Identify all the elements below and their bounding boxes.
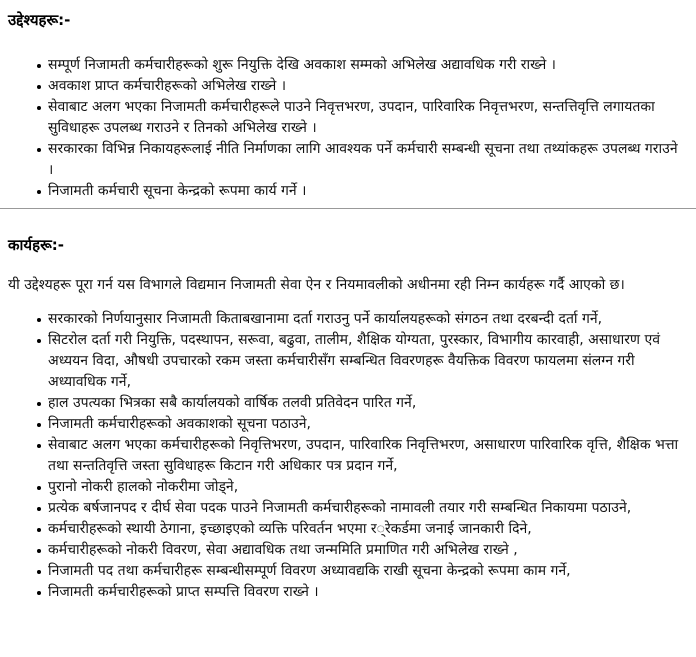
objectives-item: निजामती कर्मचारी सूचना केन्द्रको रूपमा कार्य गर्ने । bbox=[8, 181, 684, 202]
functions-item: निजामती कर्मचारीहरूको अवकाशको सूचना पठाउने, bbox=[8, 414, 684, 435]
functions-item: कर्मचारीहरूको स्थायी ठेगाना, इच्छाइएको व्यक्ति परिवर्तन भएमा र◌्रेकर्डमा जनाई जानकारी दिने, bbox=[8, 519, 684, 540]
functions-item: सरकारको निर्णयानुसार निजामती किताबखानामा दर्ता गराउनु पर्ने कार्यालयहरूको संगठन तथा दरबन्दी दर्ता गर्ने, bbox=[8, 309, 684, 330]
functions-item: सिटरोल दर्ता गरी नियुक्ति, पदस्थापन, सरूवा, बढुवा, तालीम, शैक्षिक योग्यता, पुरस्कार, विभागीय कारवाही, असाधारण एवं अध्ययन विदा, औषधी उपचारको रकम जस्ता कर्मचारीसँग सम्बन्धित विवरणहरू वैयक्तिक विवरण फायलमा संलग्न गरी अध्यावधिक गर्ने, bbox=[8, 330, 684, 393]
functions-heading: कार्यहरू:- bbox=[8, 236, 64, 254]
objectives-item: सम्पूर्ण निजामती कर्मचारीहरूको शुरू नियुक्ति देखि अवकाश सम्मको अभिलेख अद्यावधिक गरी राख्ने । bbox=[8, 55, 684, 76]
functions-item: प्रत्येक बर्षजानपद र दीर्घ सेवा पदक पाउने निजामती कर्मचारीहरूको नामावली तयार गरी सम्बन्धित निकायमा पठाउने, bbox=[8, 498, 684, 519]
functions-item: सेवाबाट अलग भएका कर्मचारीहरूको निवृत्तिभरण, उपदान, पारिवारिक निवृत्तिभरण, असाधारण पारिवारिक वृत्ति, शैक्षिक भत्ता तथा सन्ततिवृत्ति जस्ता सुविधाहरू किटान गरी अधिकार पत्र प्रदान गर्ने, bbox=[8, 435, 684, 477]
objectives-item: सेवाबाट अलग भएका निजामती कर्मचारीहरूले पाउने निवृत्तभरण, उपदान, पारिवारिक निवृत्तभरण, सन्तत्तिवृत्ति लगायतका सुविधाहरू उपलब्ध गराउने र तिनको अभिलेख राख्ने । bbox=[8, 97, 684, 139]
functions-item: निजामती पद तथा कर्मचारीहरू सम्बन्धीसम्पूर्ण विवरण अध्यावद्यकि राखी सूचना केन्द्रको रूपमा काम गर्ने, bbox=[8, 561, 684, 582]
objectives-item: अवकाश प्राप्त कर्मचारीहरूको अभिलेख राख्ने । bbox=[8, 76, 684, 97]
functions-list bbox=[8, 309, 684, 603]
functions-item: हाल उपत्यका भित्रका सबै कार्यालयको वार्षिक तलवी प्रतिवेदन पारित गर्ने, bbox=[8, 393, 684, 414]
objectives-item: सरकारका विभिन्न निकायहरूलाई नीति निर्माणका लागि आवश्यक पर्ने कर्मचारी सम्बन्धी सूचना तथा तथ्यांकहरू उपलब्ध गराउने । bbox=[8, 139, 684, 181]
objectives-heading: उद्देश्यहरू:- bbox=[8, 11, 71, 29]
functions-intro: यी उद्देश्यहरू पूरा गर्न यस विभागले विद्यमान निजामती सेवा ऐन र नियमावलीको अधीनमा रही निम्न कार्यहरू गर्दै आएको छ। bbox=[8, 277, 625, 293]
functions-item: निजामती कर्मचारीहरूको प्राप्त सम्पत्ति विवरण राख्ने । bbox=[8, 582, 684, 603]
objectives-list bbox=[8, 55, 684, 202]
functions-item: पुरानो नोकरी हालको नोकरीमा जोड्ने, bbox=[8, 477, 684, 498]
objectives-section bbox=[0, 0, 696, 202]
functions-item: कर्मचारीहरूको नोकरी विवरण, सेवा अद्यावधिक तथा जन्ममिति प्रमाणित गरी अभिलेख राख्ने , bbox=[8, 540, 684, 561]
functions-section bbox=[0, 209, 696, 603]
